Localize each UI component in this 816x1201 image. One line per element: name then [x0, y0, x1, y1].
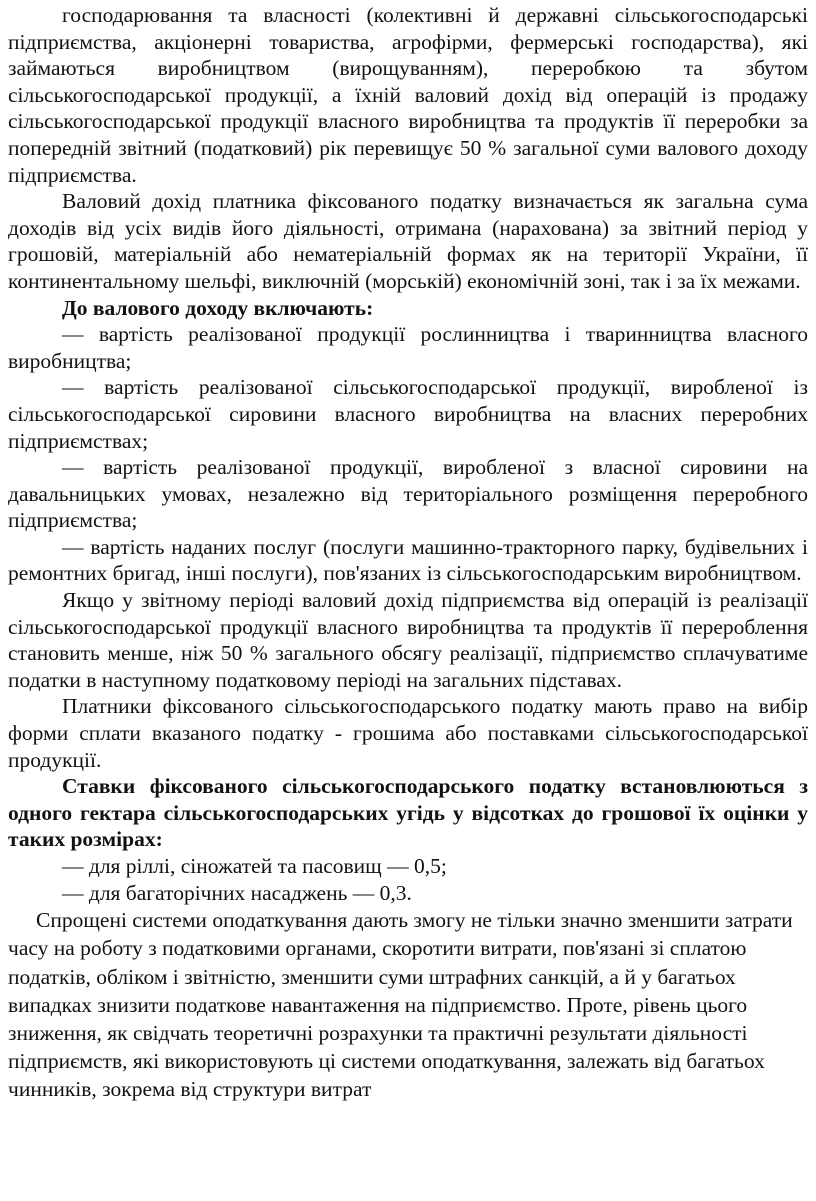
paragraph-simplified-systems: Спрощені системи оподаткування дають змогу не тільки значно зменшити затрати часу на роботу з податковими органами, скоротити витрати, пов'язані зі сплатою податків, обліком і звітністю, зменшити суми штрафних санкцій, а й у багатьох випадках знизити податкове навантаження на підприємство. Проте, рівень цього зниження, як свідчать теоретичні розрахунки та практичні результати діяльності підприємств, які використовують ці системи оподаткування, залежать від багатьох чинників, зокрема від структури витрат [8, 908, 793, 1102]
paragraph-payment-form: Платники фіксованого сільськогосподарського податку мають право на вибір форми сплати вказаного податку - грошима або поставками сільськогосподарської продукції. [8, 694, 808, 772]
list-item-rate-perennial: — для багаторічних насаджень — 0,3. [62, 880, 412, 905]
paragraph-less-than-50: Якщо у звітному періоді валовий дохід підприємства від операцій із реалізації сільськогосподарської продукції власного виробництва та продуктів її перероблення становить менше, ніж 50 % загального обсягу реалізації, підприємство сплачуватиме податки в наступному податковому періоді на загальних підставах. [8, 588, 808, 692]
heading-text: До валового доходу включають: [62, 295, 374, 320]
paragraph-gross-income: Валовий дохід платника фіксованого податку визначається як загальна сума доходів від усіх видів його діяльності, отримана (нарахована) за звітний період у грошовій, матеріальній або нематеріальній формах як на території України, її континентальному шельфі, виключній (морській) економічній зоні, так і за їх межами. [8, 189, 808, 293]
heading-text: Ставки фіксованого сільськогосподарського податку встановлюються з одного гектара сільськогосподарських угідь у відсотках до грошової їх оцінки у таких розмірах: [8, 774, 808, 852]
paragraph-payers-definition: господарювання та власності (колективні й державні сільськогосподарські підприємства, акціонерні товариства, агрофірми, фермерські господарства), які займаються виробництвом (вирощуванням), переробкою та збутом сільськогосподарської продукції, а їхній валовий дохід від операцій із продажу сільськогосподарської продукції власного виробництва та продуктів її переробки за попередній звітний (податковий) рік перевищує 50 % загальної суми валового доходу підприємства. [8, 3, 808, 187]
list-item-services: — вартість наданих послуг (послуги машинно-тракторного парку, будівельних і ремонтних бригад, інші послуги), пов'язаних із сільськогосподарським виробництвом. [8, 534, 808, 586]
heading-gross-income-includes [8, 295, 808, 322]
list-item-crop-livestock: — вартість реалізованої продукції рослинництва і тваринництва власного виробництва; [8, 322, 808, 373]
list-item-processed-products: — вартість реалізованої сільськогосподарської продукції, виробленої із сільськогосподарської сировини власного виробництва на власних переробних підприємствах; [8, 375, 808, 453]
list-item-rate-arable: — для ріллі, сіножатей та пасовищ — 0,5; [62, 854, 447, 878]
list-item-tolling-products: — вартість реалізованої продукції, виробленої з власної сировини на давальницьких умовах, незалежно від територіального розміщення переробного підприємства; [8, 455, 808, 533]
heading-tax-rates [8, 773, 808, 853]
